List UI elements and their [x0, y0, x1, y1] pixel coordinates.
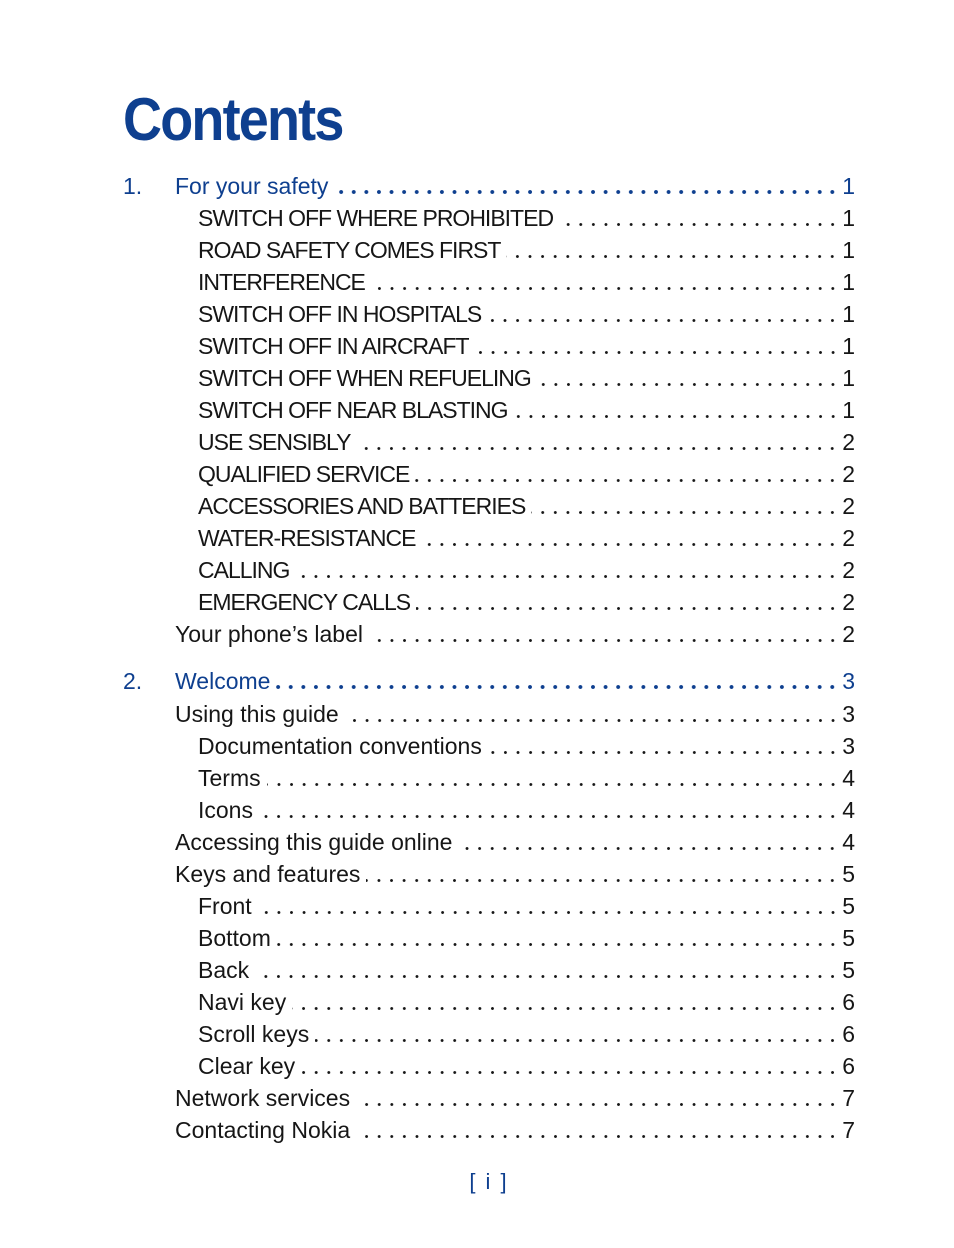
toc-entry-page: 5 — [842, 957, 855, 983]
toc-entry-label: Contacting Nokia — [175, 1117, 351, 1143]
toc-entry[interactable] — [123, 762, 855, 794]
toc-entry[interactable] — [123, 986, 855, 1018]
toc-entry-page: 2 — [842, 429, 855, 455]
toc-entry[interactable] — [123, 954, 855, 986]
dot-leader — [416, 586, 835, 618]
page-number-footer: [ i ] — [469, 1169, 509, 1194]
toc-entry-page: 5 — [842, 925, 855, 951]
toc-entry[interactable] — [123, 490, 855, 522]
toc-section-for-your-safety[interactable] — [123, 170, 855, 202]
dot-leader — [531, 490, 835, 522]
toc-entry-page: 1 — [842, 301, 855, 327]
dot-leader — [559, 202, 835, 234]
toc-entry[interactable] — [123, 730, 855, 762]
dot-leader — [258, 890, 835, 922]
toc-entry[interactable] — [123, 554, 855, 586]
toc-entry-page: 4 — [842, 765, 855, 791]
toc-entry[interactable] — [123, 394, 855, 426]
toc-entry-label: WATER-RESISTANCE — [198, 525, 416, 551]
toc-entry-page: 1 — [842, 397, 855, 423]
dot-leader — [301, 1050, 835, 1082]
toc-section-welcome[interactable] — [123, 665, 855, 698]
toc-entry[interactable] — [123, 426, 855, 458]
toc-entry-page: 2 — [842, 557, 855, 583]
toc-entry[interactable] — [123, 922, 855, 954]
toc-entry[interactable] — [123, 1082, 855, 1114]
toc-entry-page: 3 — [842, 701, 855, 727]
toc-entry-label: INTERFERENCE — [198, 269, 365, 295]
dot-leader — [334, 170, 835, 202]
toc-entry-label: SWITCH OFF IN AIRCRAFT — [198, 333, 469, 359]
toc-entry-page: 4 — [842, 797, 855, 823]
toc-entry-label: Back — [198, 957, 250, 983]
toc-entry-page: 2 — [842, 621, 855, 647]
toc-entry[interactable] — [123, 698, 855, 730]
toc-entry-label: Accessing this guide online — [175, 829, 453, 855]
toc-entry[interactable] — [123, 202, 855, 234]
dot-leader — [487, 298, 835, 330]
toc-entry-label: Documentation conventions — [198, 733, 482, 759]
toc-entry-label: QUALIFIED SERVICE — [198, 461, 410, 487]
toc-entry-page: 1 — [842, 237, 855, 263]
toc-entry-page: 4 — [842, 829, 855, 855]
toc-entry-label: SWITCH OFF WHEN REFUELING — [198, 365, 531, 391]
toc-entry-page: 6 — [842, 989, 855, 1015]
toc-entry[interactable] — [123, 1050, 855, 1082]
toc-entry-page: 1 — [842, 205, 855, 231]
toc-entry-label: CALLING — [198, 557, 290, 583]
toc-entry-label: ROAD SAFETY COMES FIRST — [198, 237, 501, 263]
toc-entry-label: Terms — [198, 765, 261, 791]
toc-entry[interactable] — [123, 1018, 855, 1050]
dot-leader — [259, 794, 835, 826]
dot-leader — [315, 1018, 835, 1050]
toc-entry-page: 6 — [842, 1053, 855, 1079]
toc-entry-label: Front — [198, 893, 252, 919]
toc-entry-page: 1 — [842, 333, 855, 359]
toc-entry-label: SWITCH OFF IN HOSPITALS — [198, 301, 482, 327]
dot-leader — [415, 458, 835, 490]
dot-leader — [475, 330, 835, 362]
toc-entry-label: EMERGENCY CALLS — [198, 589, 411, 615]
dot-leader — [292, 986, 835, 1018]
section-number: 2. — [123, 668, 143, 694]
dot-leader — [506, 234, 835, 266]
toc-entry-page: 5 — [842, 893, 855, 919]
toc-entry-label: Navi key — [198, 989, 287, 1015]
toc-entry-label: Network services — [175, 1085, 351, 1111]
toc-entry[interactable] — [123, 458, 855, 490]
toc-entry-label: Keys and features — [175, 861, 361, 887]
dot-leader — [277, 922, 835, 954]
dot-leader — [276, 665, 835, 698]
dot-leader — [537, 362, 835, 394]
toc-entry[interactable] — [123, 522, 855, 554]
dot-leader — [514, 394, 835, 426]
toc-entry[interactable] — [123, 298, 855, 330]
section-number: 1. — [123, 173, 143, 199]
toc-entry[interactable] — [123, 890, 855, 922]
toc-entry[interactable] — [123, 794, 855, 826]
toc-entry-label: Clear key — [198, 1053, 296, 1079]
dot-leader — [371, 266, 835, 298]
toc-entry[interactable] — [123, 266, 855, 298]
dot-leader — [356, 1114, 835, 1146]
toc-entry-page: 6 — [842, 1021, 855, 1047]
section-page-number: 3 — [842, 668, 855, 694]
dot-leader — [458, 826, 835, 858]
toc-entry[interactable] — [123, 618, 855, 650]
toc-entry-label: ACCESSORIES AND BATTERIES — [198, 493, 526, 519]
toc-entry-page: 2 — [842, 589, 855, 615]
dot-leader — [369, 618, 835, 650]
dot-leader — [488, 730, 835, 762]
toc-entry-page: 1 — [842, 269, 855, 295]
table-of-contents — [123, 170, 855, 1146]
toc-entry[interactable] — [123, 826, 855, 858]
toc-entry[interactable] — [123, 234, 855, 266]
toc-entry-label: SWITCH OFF NEAR BLASTING — [198, 397, 508, 423]
toc-entry-page: 2 — [842, 525, 855, 551]
dot-leader — [267, 762, 835, 794]
toc-entry[interactable] — [123, 858, 855, 890]
toc-entry-label: SWITCH OFF WHERE PROHIBITED — [198, 205, 554, 231]
toc-entry-page: 3 — [842, 733, 855, 759]
dot-leader — [356, 1082, 835, 1114]
toc-entry-label: USE SENSIBLY — [198, 429, 351, 455]
toc-entry-label: Icons — [198, 797, 253, 823]
dot-leader — [255, 954, 835, 986]
page-title: Contents — [123, 86, 343, 153]
toc-entry-page: 1 — [842, 365, 855, 391]
toc-entry-page: 2 — [842, 493, 855, 519]
dot-leader — [366, 858, 835, 890]
section-title: For your safety — [175, 173, 329, 199]
dot-leader — [356, 426, 835, 458]
dot-leader — [295, 554, 835, 586]
section-page-number: 1 — [842, 173, 855, 199]
toc-entry-page: 7 — [842, 1085, 855, 1111]
toc-entry-label: Your phone’s label — [175, 621, 363, 647]
toc-entry-label: Bottom — [198, 925, 271, 951]
toc-entry-label: Using this guide — [175, 701, 339, 727]
toc-entry[interactable] — [123, 330, 855, 362]
dot-leader — [421, 522, 835, 554]
toc-entry[interactable] — [123, 362, 855, 394]
toc-entry[interactable] — [123, 586, 855, 618]
toc-entry-page: 5 — [842, 861, 855, 887]
toc-entry-page: 7 — [842, 1117, 855, 1143]
section-title: Welcome — [175, 668, 271, 694]
toc-entry-page: 2 — [842, 461, 855, 487]
toc-entry[interactable] — [123, 1114, 855, 1146]
dot-leader — [345, 698, 835, 730]
toc-entry-label: Scroll keys — [198, 1021, 310, 1047]
